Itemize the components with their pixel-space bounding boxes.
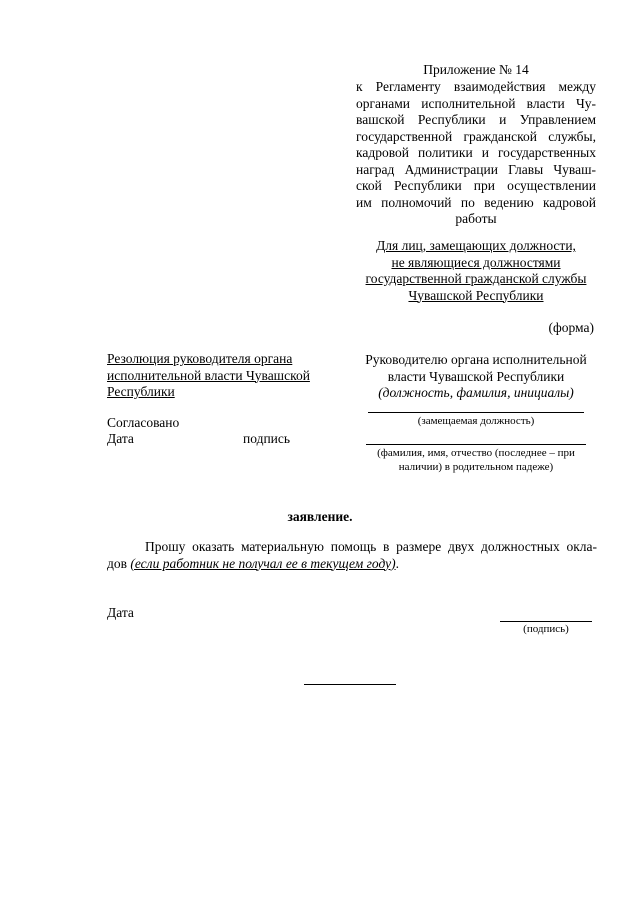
scope-note [356, 238, 596, 304]
addressee-block [356, 352, 596, 402]
request-suffix: . [395, 555, 399, 571]
request-line: Прошу оказать материальную помощь в размере двух должностных окла- [145, 539, 597, 554]
request-prefix: дов [107, 555, 127, 571]
appendix-line: кадровой политики и государственных [356, 145, 596, 160]
footer-signature-caption: (подпись) [523, 623, 569, 635]
fio-caption-line: наличии) в родительном падеже) [398, 460, 554, 473]
addressee-hint: (должность, фамилия, инициалы) [378, 385, 574, 400]
appendix-line: наград Администрации Главы Чуваш- [356, 161, 596, 177]
appendix-reference [356, 79, 596, 228]
position-fill-line[interactable] [368, 412, 584, 413]
appendix-number: Приложение № 14 [423, 62, 529, 77]
resolution-date-label: Дата [107, 431, 134, 446]
scope-note-line: не являющиеся должностями [391, 254, 561, 270]
position-caption: (замещаемая должность) [417, 415, 535, 427]
scope-note-line: Для лиц, замещающих должности, [376, 238, 576, 253]
fio-caption-line: (фамилия, имя, отчество (последнее – при [377, 447, 575, 459]
appendix-line: вашской Республики и Управлением [356, 112, 596, 127]
appendix-line: работы [455, 211, 497, 226]
signature-fill-line[interactable] [500, 621, 592, 622]
resolution-line: Республики [107, 384, 175, 399]
resolution-line: исполнительной власти Чувашской [107, 367, 310, 383]
agreed-label: Согласовано [107, 415, 180, 430]
appendix-line: государственной гражданской службы, [356, 128, 596, 144]
addressee-line: Руководителю органа исполнительной [365, 352, 587, 367]
document-title: заявление. [287, 509, 353, 524]
appendix-line: к Регламенту взаимодействия между [356, 79, 596, 94]
request-line [107, 556, 597, 573]
resolution-label [107, 351, 332, 401]
request-condition: (если работник не получал ее в текущем году) [130, 555, 396, 571]
scope-note-line: Чувашской Республики [408, 287, 544, 303]
form-mark: (форма) [548, 320, 594, 335]
footer-date-label: Дата [107, 605, 134, 620]
appendix-line: им полномочий по ведению кадровой [356, 194, 596, 210]
resolution-signature-label: подпись [243, 431, 291, 446]
addressee-line: власти Чувашской Республики [387, 368, 565, 384]
fio-fill-line[interactable] [366, 444, 586, 445]
fio-caption [366, 447, 586, 474]
footnote-separator [304, 684, 396, 685]
appendix-line: ской Республики при осуществлении [356, 178, 596, 193]
request-paragraph [107, 539, 597, 572]
appendix-line: органами исполнительной власти Чу- [356, 95, 596, 111]
resolution-line: Резолюция руководителя органа [107, 351, 293, 366]
scope-note-line: государственной гражданской службы [365, 271, 587, 286]
